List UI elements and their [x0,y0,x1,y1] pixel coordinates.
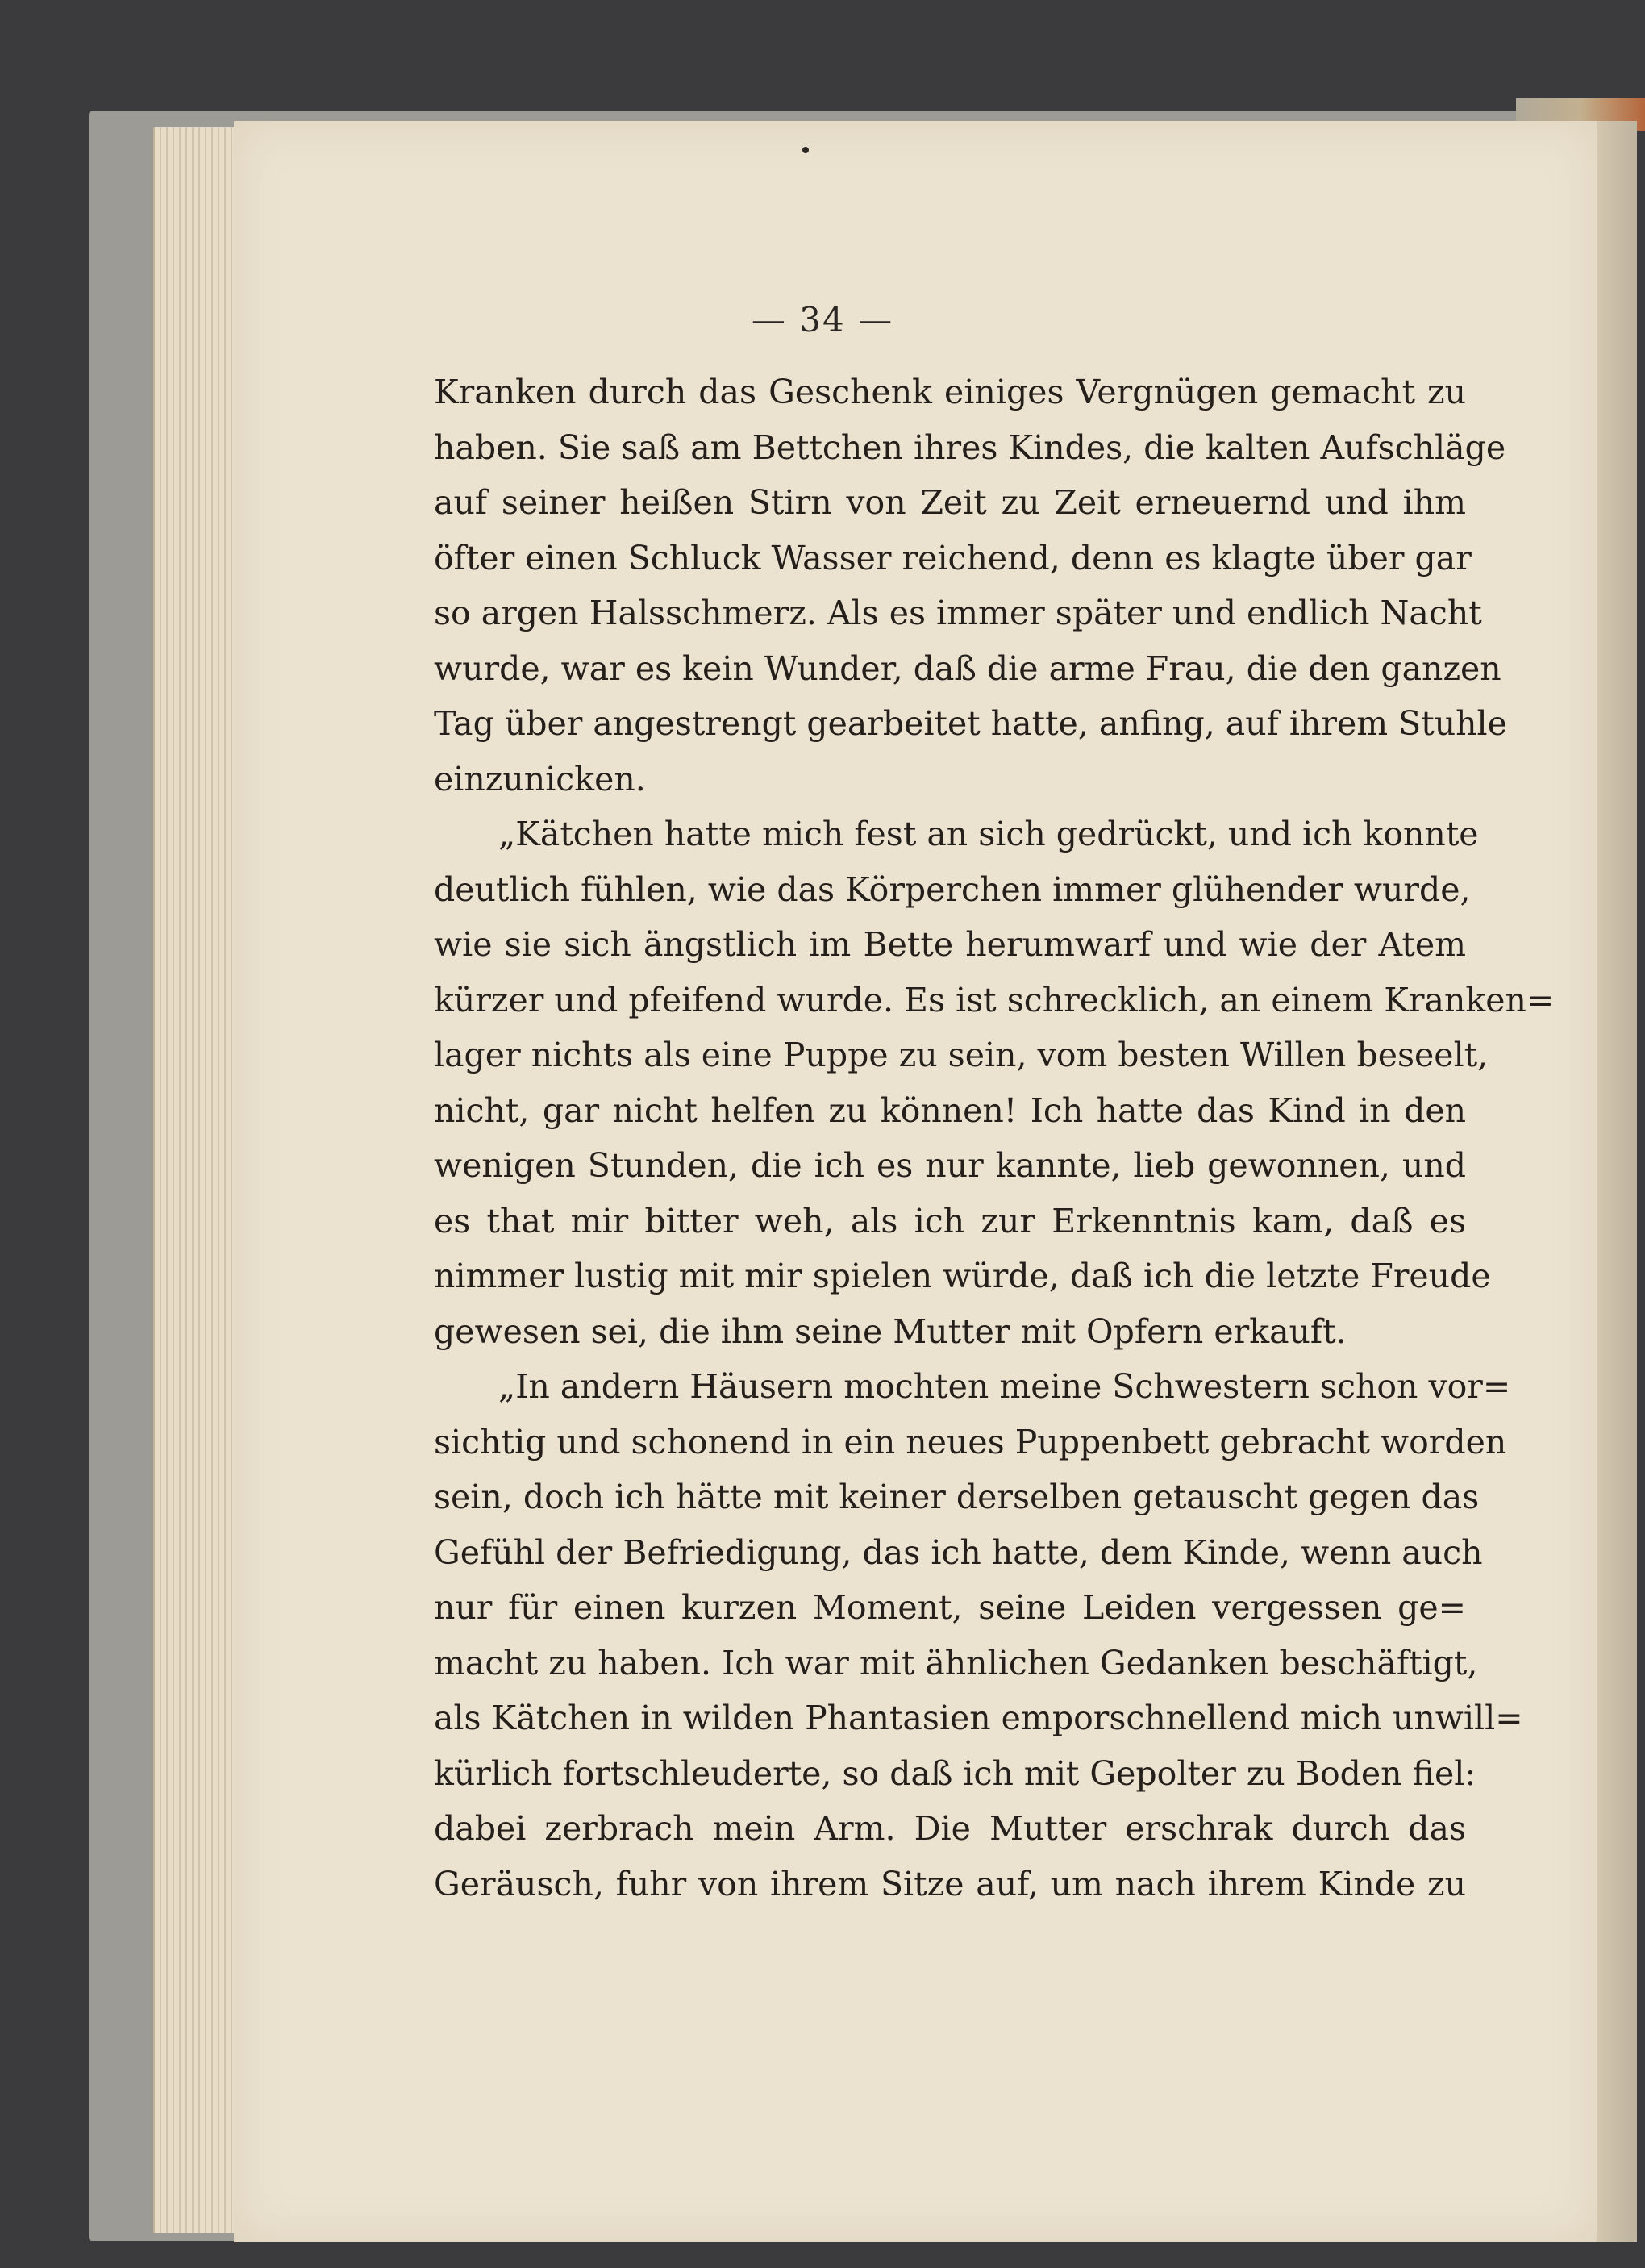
text-line: nur für einen kurzen Moment, seine Leiden vergessen ge= [434,1588,1466,1627]
text-line: als Kätchen in wilden Phantasien emporschnellend mich unwill= [434,1699,1523,1737]
text-line: sichtig und schonend in ein neues Puppenbett gebracht worden [434,1422,1507,1461]
text-line: einzunicken. [434,759,646,798]
text-line: nimmer lustig mit mir spielen würde, daß ich die letzte Freude [434,1257,1491,1295]
body-text [434,365,1555,1912]
text-line: nicht, gar nicht helfen zu können! Ich hatte das Kind in den [434,1090,1466,1130]
text-line: öfter einen Schluck Wasser reichend, denn es klagte über gar [434,538,1472,577]
text-line: so argen Halsschmerz. Als es immer später und endlich Nacht [434,594,1482,632]
text-line: gewesen sei, die ihm seine Mutter mit Opfern erkauft. [434,1311,1347,1351]
text-line: macht zu haben. Ich war mit ähnlichen Gedanken beschäftigt, [434,1643,1478,1682]
text-line: kürlich fortschleuderte, so daß ich mit Gepolter zu Boden fiel: [434,1753,1476,1793]
text-line: wenigen Stunden, die ich es nur kannte, lieb gewonnen, und [434,1146,1466,1185]
text-line: Gefühl der Befriedigung, das ich hatte, dem Kinde, wenn auch [434,1532,1483,1572]
text-line: „In andern Häusern mochten meine Schwestern schon vor= [498,1367,1511,1406]
text-line: Tag über angestrengt gearbeitet hatte, anfing, auf ihrem Stuhle [434,704,1507,743]
text-line: wurde, war es kein Wunder, daß die arme Frau, die den ganzen [434,648,1501,688]
text-line: Kranken durch das Geschenk einiges Vergnügen gemacht zu [434,373,1466,411]
page-edges [153,127,244,2233]
text-line: deutlich fühlen, wie das Körperchen immer glühender wurde, [434,869,1471,909]
text-line: haben. Sie saß am Bettchen ihres Kindes, die kalten Aufschläge [434,427,1506,467]
text-line: dabei zerbrach mein Arm. Die Mutter erschrak durch das [434,1809,1466,1848]
ink-dot [802,147,809,153]
page-number: — 34 — [751,300,894,340]
text-line: kürzer und pfeifend wurde. Es ist schrecklich, an einem Kranken= [434,980,1555,1019]
text-line: es that mir bitter weh, als ich zur Erkenntnis kam, daß es [434,1201,1466,1240]
text-line: sein, doch ich hätte mit keiner derselben getauscht gegen das [434,1478,1480,1516]
text-line: auf seiner heißen Stirn von Zeit zu Zeit erneuernd und ihm [434,483,1466,522]
text-line: lager nichts als eine Puppe zu sein, vom besten Willen beseelt, [434,1036,1489,1074]
text-line: wie sie sich ängstlich im Bette herumwarf und wie der Atem [434,925,1466,964]
text-line: „Kätchen hatte mich fest an sich gedrückt, und ich konnte [498,815,1479,853]
text-line: Geräusch, fuhr von ihrem Sitze auf, um nach ihrem Kinde zu [434,1864,1466,1903]
